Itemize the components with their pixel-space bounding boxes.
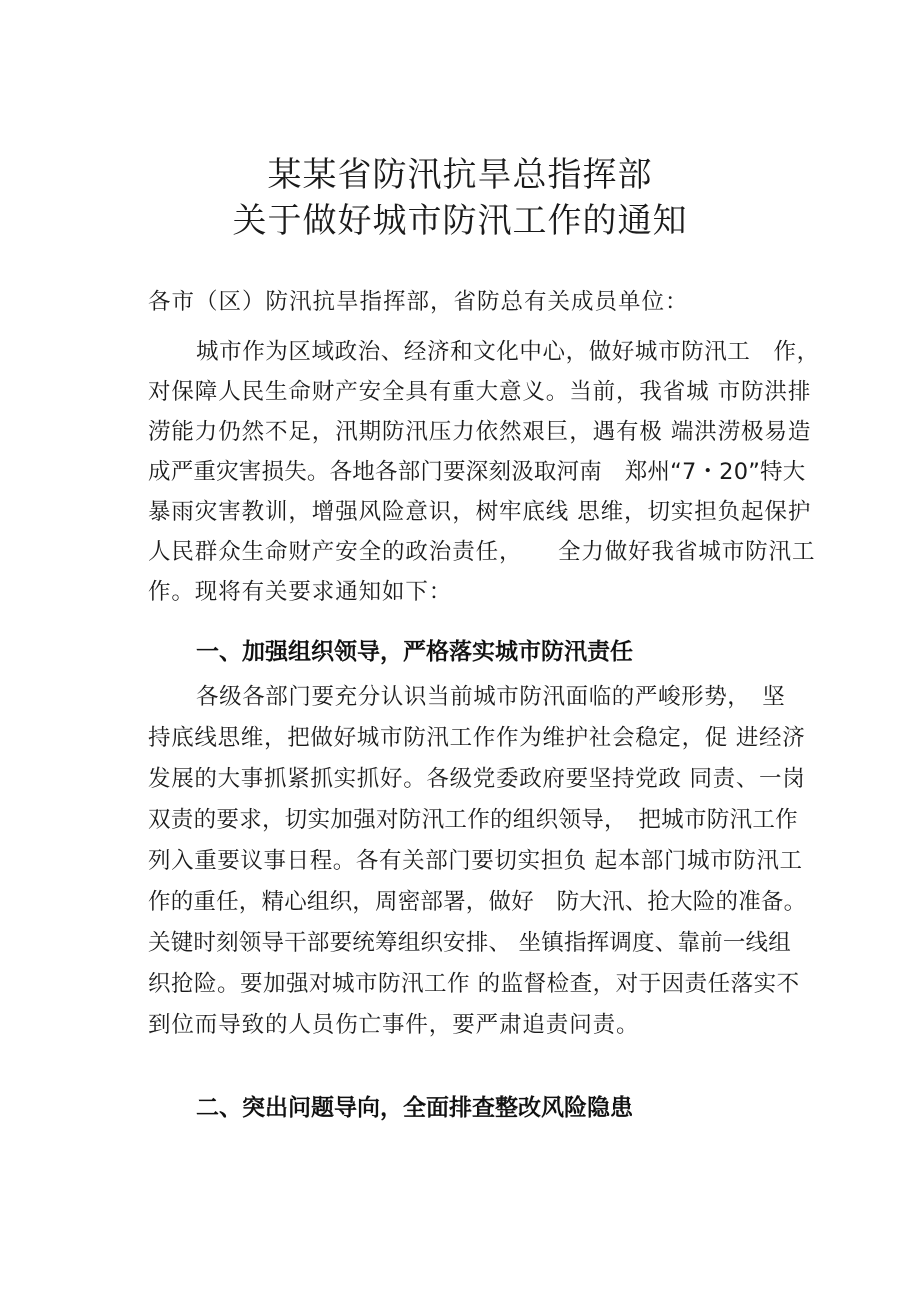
paragraph-line: 对保障人民生命财产安全具有重大意义。当前，我省城 市防洪排	[148, 379, 812, 405]
paragraph-line: 列入重要议事日程。各有关部门要切实担负 起本部门城市防汛工	[148, 848, 803, 874]
paragraph-line: 作。现将有关要求通知如下：	[148, 579, 453, 605]
section-1-paragraph	[148, 677, 808, 1047]
paragraph-line: 关键时刻领导干部要统筹组织安排、 坐镇指挥调度、靠前一线组	[148, 930, 791, 956]
section-2-heading: 二、突出问题导向，全面排查整改风险隐患	[196, 1095, 633, 1121]
intro-paragraph	[148, 332, 820, 632]
salutation: 各市（区）防汛抗旱指挥部，省防总有关成员单位：	[148, 289, 689, 315]
paragraph-line: 织抢险。要加强对城市防汛工作 的监督检查，对于因责任落实不	[148, 971, 800, 997]
paragraph-line: 持底线思维，把做好城市防汛工作作为维护社会稳定，促 进经济	[148, 725, 806, 751]
section-1-heading: 一、加强组织领导，严格落实城市防汛责任	[196, 639, 633, 665]
paragraph-line: 暴雨灾害教训，增强风险意识，树牢底线 思维，切实担负起保护	[148, 499, 812, 525]
title-line-2: 关于做好城市防汛工作的通知	[232, 201, 688, 241]
title-line-1: 某某省防汛抗旱总指挥部	[267, 155, 653, 195]
paragraph-line: 成严重灾害损失。各地各部门要深刻汲取河南 郑州“7・20”特大	[148, 459, 806, 485]
paragraph-line: 双责的要求，切实加强对防汛工作的组织领导， 把城市防汛工作	[148, 807, 798, 833]
paragraph-line: 城市作为区域政治、经济和文化中心，做好城市防汛工 作，	[196, 339, 820, 365]
paragraph-line: 人民群众生命财产安全的政治责任， 全力做好我省城市防汛工	[148, 539, 816, 565]
paragraph-line: 涝能力仍然不足，汛期防汛压力依然艰巨，遇有极 端洪涝极易造	[148, 419, 812, 445]
paragraph-line: 到位而导致的人员伤亡事件，要严肃追责问责。	[148, 1012, 640, 1038]
paragraph-line: 各级各部门要充分认识当前城市防汛面临的严峻形势， 坚	[196, 684, 786, 710]
document-title	[0, 152, 920, 244]
paragraph-line: 作的重任，精心组织，周密部署，做好 防大汛、抢大险的准备。	[148, 889, 807, 915]
paragraph-line: 发展的大事抓紧抓实抓好。各级党委政府要坚持党政 同责、一岗	[148, 766, 806, 792]
